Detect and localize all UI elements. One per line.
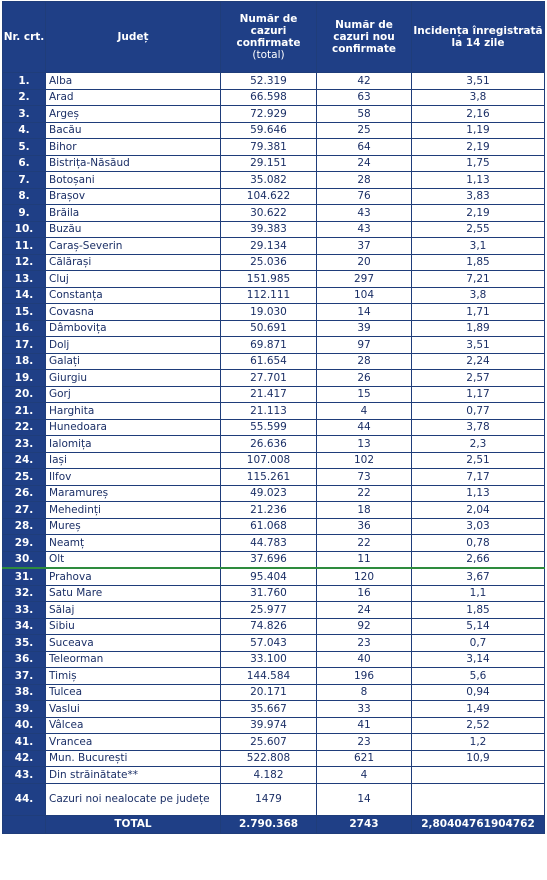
- row-number-cell: 31.: [3, 568, 46, 585]
- row-number-cell: 34.: [3, 618, 46, 635]
- incidence-cell: 3,78: [412, 419, 545, 436]
- table-row: [3, 717, 545, 734]
- new-cases-cell: 97: [317, 337, 412, 354]
- county-name-cell: Brăila: [46, 205, 221, 222]
- total-cases-cell: 49.023: [221, 485, 317, 502]
- header-nr: Nr. crt.: [3, 2, 46, 73]
- county-name-cell: Covasna: [46, 304, 221, 321]
- row-number-cell: 30.: [3, 551, 46, 568]
- incidence-cell: 1,1: [412, 585, 545, 602]
- row-number-cell: 14.: [3, 287, 46, 304]
- new-cases-cell: 44: [317, 419, 412, 436]
- row-number-cell: 29.: [3, 535, 46, 552]
- new-cases-cell: 104: [317, 287, 412, 304]
- county-name-cell: Bistrița-Năsăud: [46, 155, 221, 172]
- total-cases-cell: 112.111: [221, 287, 317, 304]
- incidence-cell: 2,51: [412, 452, 545, 469]
- new-cases-cell: 28: [317, 353, 412, 370]
- incidence-cell: 7,17: [412, 469, 545, 486]
- county-name-cell: Vrancea: [46, 734, 221, 751]
- row-number-cell: 40.: [3, 717, 46, 734]
- total-cases-cell: 69.871: [221, 337, 317, 354]
- total-cases-cell: 107.008: [221, 452, 317, 469]
- total-cases-cell: 72.929: [221, 106, 317, 123]
- incidence-cell: 5,6: [412, 668, 545, 685]
- total-cases-cell: 25.977: [221, 602, 317, 619]
- new-cases-cell: 28: [317, 172, 412, 189]
- table-row: [3, 518, 545, 535]
- new-cases-cell: 24: [317, 155, 412, 172]
- grand-total-new-cases: 2743: [317, 815, 412, 833]
- new-cases-cell: 40: [317, 651, 412, 668]
- county-name-cell: Din străinătate**: [46, 767, 221, 784]
- incidence-cell: 1,2: [412, 734, 545, 751]
- total-cases-cell: 21.236: [221, 502, 317, 519]
- row-number-cell: 15.: [3, 304, 46, 321]
- table-row: [3, 568, 545, 585]
- header-total-cases-note: (total): [252, 49, 285, 61]
- new-cases-cell: 43: [317, 205, 412, 222]
- table-row: [3, 188, 545, 205]
- row-number-cell: 12.: [3, 254, 46, 271]
- new-cases-cell: 92: [317, 618, 412, 635]
- county-name-cell: Suceava: [46, 635, 221, 652]
- table-row: [3, 452, 545, 469]
- incidence-cell: 0,94: [412, 684, 545, 701]
- total-cases-cell: 25.036: [221, 254, 317, 271]
- incidence-cell: 2,57: [412, 370, 545, 387]
- row-number-cell: 24.: [3, 452, 46, 469]
- county-name-cell: Bacău: [46, 122, 221, 139]
- incidence-cell: 1,19: [412, 122, 545, 139]
- row-number-cell: 28.: [3, 518, 46, 535]
- county-name-cell: Iași: [46, 452, 221, 469]
- new-cases-cell: 4: [317, 403, 412, 420]
- incidence-cell: 1,71: [412, 304, 545, 321]
- new-cases-cell: 25: [317, 122, 412, 139]
- table-row: [3, 403, 545, 420]
- county-name-cell: Arad: [46, 89, 221, 106]
- incidence-cell: 3,67: [412, 568, 545, 585]
- incidence-cell: 0,77: [412, 403, 545, 420]
- row-number-cell: 8.: [3, 188, 46, 205]
- row-number-cell: 6.: [3, 155, 46, 172]
- incidence-cell: 0,78: [412, 535, 545, 552]
- incidence-cell: 3,8: [412, 89, 545, 106]
- total-cases-cell: 66.598: [221, 89, 317, 106]
- incidence-cell: 3,51: [412, 337, 545, 354]
- new-cases-cell: 43: [317, 221, 412, 238]
- table-row: [3, 469, 545, 486]
- table-row: [3, 386, 545, 403]
- table-row: [3, 353, 545, 370]
- county-name-cell: Dâmbovița: [46, 320, 221, 337]
- incidence-cell: 1,17: [412, 386, 545, 403]
- row-number-cell: 3.: [3, 106, 46, 123]
- total-cases-cell: 21.417: [221, 386, 317, 403]
- table-row: [3, 668, 545, 685]
- row-number-cell: 5.: [3, 139, 46, 156]
- county-name-cell: Alba: [46, 73, 221, 90]
- table-row: [3, 254, 545, 271]
- header-new-cases: Număr de cazuri nou confirmate: [317, 2, 412, 73]
- incidence-cell: 0,7: [412, 635, 545, 652]
- new-cases-cell: 14: [317, 783, 412, 815]
- county-name-cell: Caraș-Severin: [46, 238, 221, 255]
- header-total-cases: [221, 2, 317, 73]
- row-number-cell: 36.: [3, 651, 46, 668]
- new-cases-cell: 58: [317, 106, 412, 123]
- new-cases-cell: 621: [317, 750, 412, 767]
- row-number-cell: 20.: [3, 386, 46, 403]
- new-cases-cell: 120: [317, 568, 412, 585]
- incidence-cell: 3,1: [412, 238, 545, 255]
- incidence-cell: 5,14: [412, 618, 545, 635]
- table-row: [3, 205, 545, 222]
- row-number-cell: 19.: [3, 370, 46, 387]
- header-total-cases-label: Număr de cazuri confirmate: [236, 13, 301, 49]
- incidence-cell: 2,55: [412, 221, 545, 238]
- county-name-cell: Ialomița: [46, 436, 221, 453]
- total-cases-cell: 1479: [221, 783, 317, 815]
- table-row: [3, 370, 545, 387]
- county-name-cell: Bihor: [46, 139, 221, 156]
- county-name-cell: Cluj: [46, 271, 221, 288]
- total-cases-cell: 44.783: [221, 535, 317, 552]
- table-row: [3, 122, 545, 139]
- incidence-cell: 3,03: [412, 518, 545, 535]
- incidence-cell: 1,13: [412, 172, 545, 189]
- incidence-cell: [412, 767, 545, 784]
- county-name-cell: Harghita: [46, 403, 221, 420]
- incidence-cell: 2,66: [412, 551, 545, 568]
- row-number-cell: 41.: [3, 734, 46, 751]
- county-name-cell: Brașov: [46, 188, 221, 205]
- total-cases-cell: 4.182: [221, 767, 317, 784]
- county-name-cell: Cazuri noi nealocate pe județe: [46, 783, 221, 815]
- total-cases-cell: 39.383: [221, 221, 317, 238]
- incidence-cell: 2,24: [412, 353, 545, 370]
- total-cases-cell: 57.043: [221, 635, 317, 652]
- row-number-cell: 18.: [3, 353, 46, 370]
- county-name-cell: Mureș: [46, 518, 221, 535]
- table-row: [3, 635, 545, 652]
- row-number-cell: 38.: [3, 684, 46, 701]
- table-row: [3, 320, 545, 337]
- total-cases-cell: 104.622: [221, 188, 317, 205]
- new-cases-cell: 297: [317, 271, 412, 288]
- county-name-cell: Neamț: [46, 535, 221, 552]
- total-cases-cell: 31.760: [221, 585, 317, 602]
- new-cases-cell: 22: [317, 485, 412, 502]
- total-cases-cell: 21.113: [221, 403, 317, 420]
- new-cases-cell: 24: [317, 602, 412, 619]
- new-cases-cell: 63: [317, 89, 412, 106]
- row-number-cell: 22.: [3, 419, 46, 436]
- county-name-cell: Galați: [46, 353, 221, 370]
- table-row: [3, 701, 545, 718]
- covid-cases-table: [2, 1, 545, 834]
- new-cases-cell: 41: [317, 717, 412, 734]
- row-number-cell: 2.: [3, 89, 46, 106]
- total-cases-cell: 25.607: [221, 734, 317, 751]
- row-number-cell: 35.: [3, 635, 46, 652]
- table-row: [3, 651, 545, 668]
- county-name-cell: Timiș: [46, 668, 221, 685]
- county-name-cell: Călărași: [46, 254, 221, 271]
- table-row: [3, 485, 545, 502]
- county-name-cell: Botoșani: [46, 172, 221, 189]
- incidence-cell: 3,14: [412, 651, 545, 668]
- county-name-cell: Constanța: [46, 287, 221, 304]
- incidence-cell: 2,52: [412, 717, 545, 734]
- table-row: [3, 783, 545, 815]
- new-cases-cell: 37: [317, 238, 412, 255]
- table-row: [3, 551, 545, 568]
- new-cases-cell: 36: [317, 518, 412, 535]
- county-name-cell: Maramureș: [46, 485, 221, 502]
- incidence-cell: 1,13: [412, 485, 545, 502]
- county-name-cell: Satu Mare: [46, 585, 221, 602]
- table-row: [3, 767, 545, 784]
- header-incidence: Incidența înregistrată la 14 zile: [412, 2, 545, 73]
- row-number-cell: 13.: [3, 271, 46, 288]
- total-cases-cell: 29.134: [221, 238, 317, 255]
- table-row: [3, 238, 545, 255]
- county-name-cell: Buzău: [46, 221, 221, 238]
- row-number-cell: 37.: [3, 668, 46, 685]
- total-cases-cell: 27.701: [221, 370, 317, 387]
- new-cases-cell: 14: [317, 304, 412, 321]
- total-cases-cell: 26.636: [221, 436, 317, 453]
- county-name-cell: Giurgiu: [46, 370, 221, 387]
- total-cases-cell: 95.404: [221, 568, 317, 585]
- county-name-cell: Prahova: [46, 568, 221, 585]
- new-cases-cell: 73: [317, 469, 412, 486]
- table-row: [3, 73, 545, 90]
- table-row: [3, 287, 545, 304]
- row-number-cell: 27.: [3, 502, 46, 519]
- county-name-cell: Dolj: [46, 337, 221, 354]
- county-name-cell: Vâlcea: [46, 717, 221, 734]
- total-cases-cell: 144.584: [221, 668, 317, 685]
- row-number-cell: 43.: [3, 767, 46, 784]
- new-cases-cell: 76: [317, 188, 412, 205]
- table-row: [3, 618, 545, 635]
- county-name-cell: Sălaj: [46, 602, 221, 619]
- row-number-cell: 23.: [3, 436, 46, 453]
- incidence-cell: [412, 783, 545, 815]
- new-cases-cell: 64: [317, 139, 412, 156]
- table-row: [3, 172, 545, 189]
- total-label: TOTAL: [46, 815, 221, 833]
- total-cases-cell: 20.171: [221, 684, 317, 701]
- table-row: [3, 602, 545, 619]
- table-row: [3, 419, 545, 436]
- grand-total-cases: 2.790.368: [221, 815, 317, 833]
- total-cases-cell: 50.691: [221, 320, 317, 337]
- row-number-cell: 7.: [3, 172, 46, 189]
- row-number-cell: 9.: [3, 205, 46, 222]
- table-row: [3, 734, 545, 751]
- table-body: [3, 73, 545, 834]
- table-row: [3, 139, 545, 156]
- row-number-cell: 10.: [3, 221, 46, 238]
- county-name-cell: Olt: [46, 551, 221, 568]
- row-number-cell: 16.: [3, 320, 46, 337]
- total-cases-cell: 52.319: [221, 73, 317, 90]
- total-cases-cell: 35.082: [221, 172, 317, 189]
- total-cases-cell: 79.381: [221, 139, 317, 156]
- incidence-cell: 1,75: [412, 155, 545, 172]
- county-name-cell: Hunedoara: [46, 419, 221, 436]
- row-number-cell: 11.: [3, 238, 46, 255]
- row-number-cell: 44.: [3, 783, 46, 815]
- incidence-cell: 2,3: [412, 436, 545, 453]
- new-cases-cell: 23: [317, 635, 412, 652]
- total-row: [3, 815, 545, 833]
- table-row: [3, 221, 545, 238]
- new-cases-cell: 22: [317, 535, 412, 552]
- table-header-row: [3, 2, 545, 73]
- new-cases-cell: 196: [317, 668, 412, 685]
- row-number-cell: 32.: [3, 585, 46, 602]
- total-cases-cell: 74.826: [221, 618, 317, 635]
- total-cases-cell: 55.599: [221, 419, 317, 436]
- new-cases-cell: 4: [317, 767, 412, 784]
- county-name-cell: Mun. București: [46, 750, 221, 767]
- incidence-cell: 3,83: [412, 188, 545, 205]
- table-row: [3, 502, 545, 519]
- table-row: [3, 155, 545, 172]
- incidence-cell: 1,89: [412, 320, 545, 337]
- row-number-cell: 17.: [3, 337, 46, 354]
- new-cases-cell: 26: [317, 370, 412, 387]
- new-cases-cell: 8: [317, 684, 412, 701]
- row-number-cell: 21.: [3, 403, 46, 420]
- table-row: [3, 106, 545, 123]
- table-row: [3, 271, 545, 288]
- county-name-cell: Sibiu: [46, 618, 221, 635]
- table-row: [3, 535, 545, 552]
- total-cases-cell: 59.646: [221, 122, 317, 139]
- county-name-cell: Vaslui: [46, 701, 221, 718]
- new-cases-cell: 20: [317, 254, 412, 271]
- table-row: [3, 585, 545, 602]
- incidence-cell: 2,16: [412, 106, 545, 123]
- total-cases-cell: 29.151: [221, 155, 317, 172]
- county-name-cell: Argeș: [46, 106, 221, 123]
- new-cases-cell: 11: [317, 551, 412, 568]
- total-cases-cell: 37.696: [221, 551, 317, 568]
- new-cases-cell: 23: [317, 734, 412, 751]
- table-row: [3, 684, 545, 701]
- total-cases-cell: 115.261: [221, 469, 317, 486]
- total-cases-cell: 30.622: [221, 205, 317, 222]
- incidence-cell: 7,21: [412, 271, 545, 288]
- new-cases-cell: 15: [317, 386, 412, 403]
- new-cases-cell: 16: [317, 585, 412, 602]
- total-cases-cell: 522.808: [221, 750, 317, 767]
- incidence-cell: 2,04: [412, 502, 545, 519]
- incidence-cell: 1,85: [412, 602, 545, 619]
- county-name-cell: Mehedinți: [46, 502, 221, 519]
- total-cases-cell: 39.974: [221, 717, 317, 734]
- total-cases-cell: 61.654: [221, 353, 317, 370]
- total-empty-cell: [3, 815, 46, 833]
- table-row: [3, 304, 545, 321]
- table-row: [3, 750, 545, 767]
- header-judet: Județ: [46, 2, 221, 73]
- new-cases-cell: 42: [317, 73, 412, 90]
- new-cases-cell: 102: [317, 452, 412, 469]
- table-row: [3, 436, 545, 453]
- incidence-cell: 2,19: [412, 139, 545, 156]
- county-name-cell: Teleorman: [46, 651, 221, 668]
- incidence-cell: 3,8: [412, 287, 545, 304]
- incidence-cell: 2,19: [412, 205, 545, 222]
- new-cases-cell: 33: [317, 701, 412, 718]
- total-cases-cell: 61.068: [221, 518, 317, 535]
- total-cases-cell: 33.100: [221, 651, 317, 668]
- new-cases-cell: 18: [317, 502, 412, 519]
- incidence-cell: 10,9: [412, 750, 545, 767]
- incidence-cell: 1,85: [412, 254, 545, 271]
- table-row: [3, 89, 545, 106]
- total-cases-cell: 35.667: [221, 701, 317, 718]
- county-name-cell: Gorj: [46, 386, 221, 403]
- new-cases-cell: 13: [317, 436, 412, 453]
- row-number-cell: 25.: [3, 469, 46, 486]
- new-cases-cell: 39: [317, 320, 412, 337]
- table-row: [3, 337, 545, 354]
- row-number-cell: 4.: [3, 122, 46, 139]
- row-number-cell: 42.: [3, 750, 46, 767]
- county-name-cell: Tulcea: [46, 684, 221, 701]
- row-number-cell: 1.: [3, 73, 46, 90]
- row-number-cell: 26.: [3, 485, 46, 502]
- grand-total-incidence: 2,80404761904762: [412, 815, 545, 833]
- incidence-cell: 1,49: [412, 701, 545, 718]
- total-cases-cell: 151.985: [221, 271, 317, 288]
- row-number-cell: 39.: [3, 701, 46, 718]
- row-number-cell: 33.: [3, 602, 46, 619]
- total-cases-cell: 19.030: [221, 304, 317, 321]
- incidence-cell: 3,51: [412, 73, 545, 90]
- county-name-cell: Ilfov: [46, 469, 221, 486]
